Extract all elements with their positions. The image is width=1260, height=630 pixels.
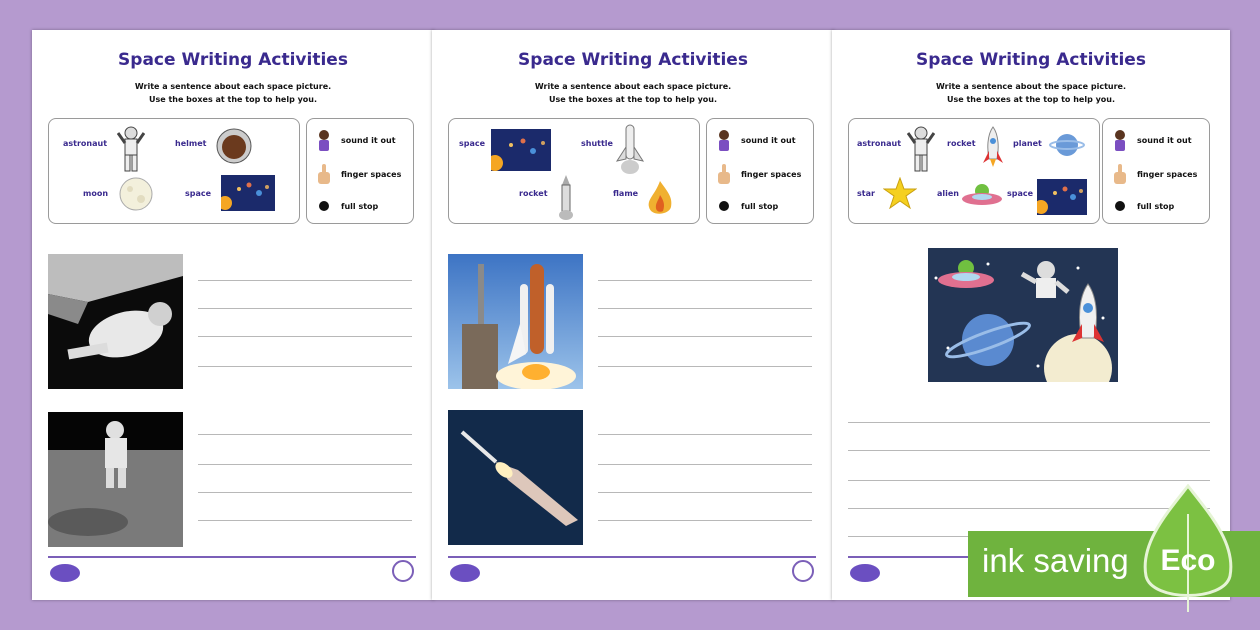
writing-line bbox=[198, 280, 412, 281]
footer-divider bbox=[448, 556, 816, 558]
word-shuttle: shuttle bbox=[581, 139, 613, 148]
helmet-icon bbox=[215, 127, 253, 165]
eco-leaf-icon bbox=[1140, 484, 1240, 614]
full-stop-icon bbox=[1111, 195, 1129, 217]
shuttle-launch-photo bbox=[448, 254, 583, 389]
finger-icon bbox=[1111, 163, 1129, 185]
astronaut-icon bbox=[907, 125, 935, 173]
rocket-icon bbox=[553, 173, 579, 221]
word-flame: flame bbox=[613, 189, 639, 198]
brand-logo bbox=[850, 564, 880, 582]
writing-line bbox=[598, 336, 812, 337]
word-bank bbox=[848, 118, 1100, 224]
tip-finger-spaces: finger spaces bbox=[315, 163, 401, 185]
page-title: Space Writing Activities bbox=[518, 50, 748, 70]
writing-line bbox=[198, 308, 412, 309]
writing-line bbox=[848, 450, 1210, 451]
word-space: space bbox=[459, 139, 486, 148]
writing-line bbox=[198, 520, 412, 521]
planet-icon bbox=[1049, 129, 1085, 161]
shuttle-icon bbox=[615, 123, 645, 175]
finger-icon bbox=[715, 163, 733, 185]
full-stop-icon bbox=[715, 195, 733, 217]
tip-sound-it-out: sound it out bbox=[715, 129, 796, 151]
space-scene-picture bbox=[928, 248, 1118, 382]
word-planet: planet bbox=[1013, 139, 1042, 148]
page-title: Space Writing Activities bbox=[916, 50, 1146, 70]
rocket-icon bbox=[981, 125, 1005, 169]
word-helmet: helmet bbox=[175, 139, 207, 148]
alien-ufo-icon bbox=[961, 179, 1003, 213]
flame-icon bbox=[645, 179, 675, 219]
tip-full-stop: full stop bbox=[1111, 195, 1174, 217]
writing-line bbox=[198, 492, 412, 493]
brand-badge bbox=[792, 560, 814, 582]
footer-divider bbox=[48, 556, 416, 558]
writing-tips bbox=[306, 118, 414, 224]
star-icon bbox=[883, 177, 917, 209]
eco-badge-label: Eco bbox=[1160, 544, 1216, 577]
tip-sound-it-out: sound it out bbox=[315, 129, 396, 151]
instructions: Write a sentence about each space picture. Use the boxes at the top to help you. bbox=[534, 82, 732, 104]
full-stop-icon bbox=[315, 195, 333, 217]
space-icon bbox=[221, 175, 275, 211]
word-star: star bbox=[857, 189, 875, 198]
brand-logo bbox=[50, 564, 80, 582]
child-icon bbox=[715, 129, 733, 151]
writing-line bbox=[598, 464, 812, 465]
astronaut-icon bbox=[117, 125, 145, 173]
writing-line bbox=[198, 366, 412, 367]
page-title: Space Writing Activities bbox=[118, 50, 348, 70]
writing-line bbox=[598, 492, 812, 493]
child-icon bbox=[1111, 129, 1129, 151]
word-moon: moon bbox=[83, 189, 109, 198]
word-astronaut: astronaut bbox=[63, 139, 108, 148]
word-astronaut: astronaut bbox=[857, 139, 902, 148]
writing-line bbox=[598, 434, 812, 435]
word-bank bbox=[448, 118, 700, 224]
tip-full-stop: full stop bbox=[315, 195, 378, 217]
brand-logo bbox=[450, 564, 480, 582]
word-space: space bbox=[1007, 189, 1034, 198]
writing-line bbox=[198, 434, 412, 435]
tip-finger-spaces: finger spaces bbox=[1111, 163, 1197, 185]
writing-tips bbox=[706, 118, 814, 224]
writing-line bbox=[598, 520, 812, 521]
child-icon bbox=[315, 129, 333, 151]
writing-line bbox=[848, 422, 1210, 423]
tip-sound-it-out: sound it out bbox=[1111, 129, 1192, 151]
word-rocket: rocket bbox=[519, 189, 548, 198]
word-alien: alien bbox=[937, 189, 960, 198]
worksheet-page-2 bbox=[432, 30, 834, 600]
instructions: Write a sentence about the space picture. Use the boxes at the top to help you. bbox=[935, 82, 1126, 104]
space-icon bbox=[1037, 179, 1087, 215]
tip-finger-spaces: finger spaces bbox=[715, 163, 801, 185]
moon-icon bbox=[119, 177, 153, 211]
writing-line bbox=[598, 280, 812, 281]
moon-landing-photo bbox=[48, 412, 183, 547]
word-rocket: rocket bbox=[947, 139, 976, 148]
spacewalk-photo bbox=[48, 254, 183, 389]
brand-badge bbox=[392, 560, 414, 582]
tip-full-stop: full stop bbox=[715, 195, 778, 217]
rocket-flight-photo bbox=[448, 410, 583, 545]
space-icon bbox=[491, 129, 551, 171]
word-bank bbox=[48, 118, 300, 224]
writing-line bbox=[848, 480, 1210, 481]
ink-saving-label: ink saving bbox=[982, 542, 1129, 579]
writing-line bbox=[598, 308, 812, 309]
finger-icon bbox=[315, 163, 333, 185]
writing-line bbox=[198, 336, 412, 337]
worksheet-page-1 bbox=[32, 30, 434, 600]
word-space: space bbox=[185, 189, 212, 198]
writing-tips bbox=[1102, 118, 1210, 224]
writing-line bbox=[598, 366, 812, 367]
writing-line bbox=[198, 464, 412, 465]
instructions: Write a sentence about each space picture. Use the boxes at the top to help you. bbox=[134, 82, 332, 104]
